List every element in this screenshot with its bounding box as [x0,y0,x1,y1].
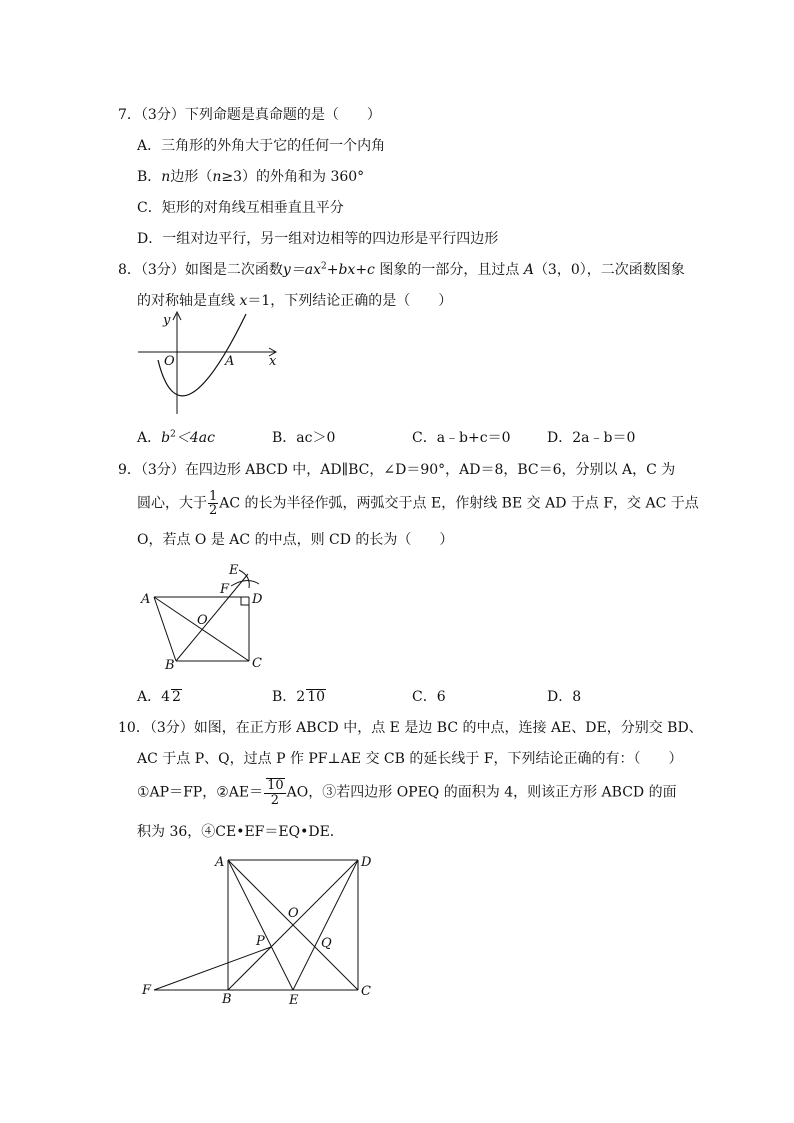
q10-stem-line1: 10．（3分）如图，在正方形 ABCD 中，点 E 是边 BC 的中点，连接 AE、DE，分别交 BD、 [118,720,703,736]
q10-square-figure [140,852,380,1008]
y-axis-label: y [163,313,171,328]
q9-option-b: B．2 10 [272,689,326,705]
q7-option-c: C．矩形的对角线互相垂直且平分 [137,200,344,216]
q8-stem-line2: 的对称轴是直线 x＝1，下列结论正确的是（ ） [137,293,453,309]
segment-ae [228,860,293,990]
label-b: B [222,992,232,1007]
q9-option-c: C．6 [412,689,446,705]
point-a-label: A [225,354,235,369]
q10-stem-line2: AC 于点 P、Q，过点 P 作 PF⊥AE 交 CB 的延长线于 F，下列结论正确的有：（ ） [137,751,683,767]
x-axis-label: x [269,354,277,369]
diagonal-ac [154,597,249,661]
label-c: C [361,984,371,999]
label-b: B [165,658,175,673]
segment-fp [154,947,271,990]
q8-stem-line1: 8．（3分）如图是二次函数$y=ax^2+bx+c$ 图象的一部分，且过点 A（3，0），二次函数图象 [118,261,685,278]
label-f: F [142,983,152,998]
label-e: E [229,563,239,578]
label-o: O [288,906,299,921]
q8-option-b: B．ac＞0 [272,430,336,446]
q9-stem-line1: 9．（3分）在四边形 ABCD 中，AD∥BC，∠D＝90°，AD＝8，BC＝6，分别以 A，C 为 [118,462,676,478]
label-e: E [289,993,299,1008]
q9-stem-line3: O，若点 O 是 AC 的中点，则 CD 的长为（ ） [137,532,454,548]
q7-option-d: D．一组对边平行，另一组对边相等的四边形是平行四边形 [137,231,499,247]
label-c: C [252,656,262,671]
q7-option-a: A．三角形的外角大于它的任何一个内角 [137,138,386,154]
segment-de [293,860,358,990]
q10-stem-line4: 积为 36，④CE•EF＝EQ•DE． [137,824,344,840]
label-a: A [215,855,225,870]
q7-stem: 7．（3分）下列命题是真命题的是（ ） [118,107,381,123]
label-f: F [220,582,230,597]
edge-ab [154,597,176,661]
label-p: P [256,934,265,949]
label-o: O [197,613,208,628]
q9-quadrilateral-figure [135,560,275,672]
fraction-sqrt10-over-2: $\frac{10}{2}$ [264,778,286,807]
label-d: D [252,592,263,607]
fraction-half: $\frac{1}{2}$ [209,489,218,518]
arc-1 [231,580,259,586]
label-d: D [361,855,372,870]
q8-option-c: C．a﹣b+c＝0 [412,430,511,446]
origin-label: O [164,354,175,369]
q7-option-b: B．n边形（n≥3）的外角和为 360° [137,169,365,185]
right-angle-mark [241,597,249,605]
q8-parabola-figure [130,310,290,420]
ray-be [176,574,248,661]
q10-stem-line3: ①AP＝FP，②AE＝ $\frac{10}{2}$ AO，③若四边形 OPEQ 的面积为 4，则该正方形 ABCD 的面 [137,778,677,808]
q8-option-a: A．$b^2<4ac$ [137,429,215,446]
q9-option-d: D．8 [547,689,582,705]
q9-stem-line2: 圆心，大于 $\frac{1}{2}$ AC 的长为半径作弧，两弧交于点 E，作射线 BE 交 AD 于点 F，交 AC 于点 [137,489,699,518]
q9-option-a: A．4 2 [137,689,181,705]
q8-option-d: D．2a﹣b＝0 [547,430,636,446]
label-q: Q [321,936,332,951]
label-a: A [141,592,151,607]
